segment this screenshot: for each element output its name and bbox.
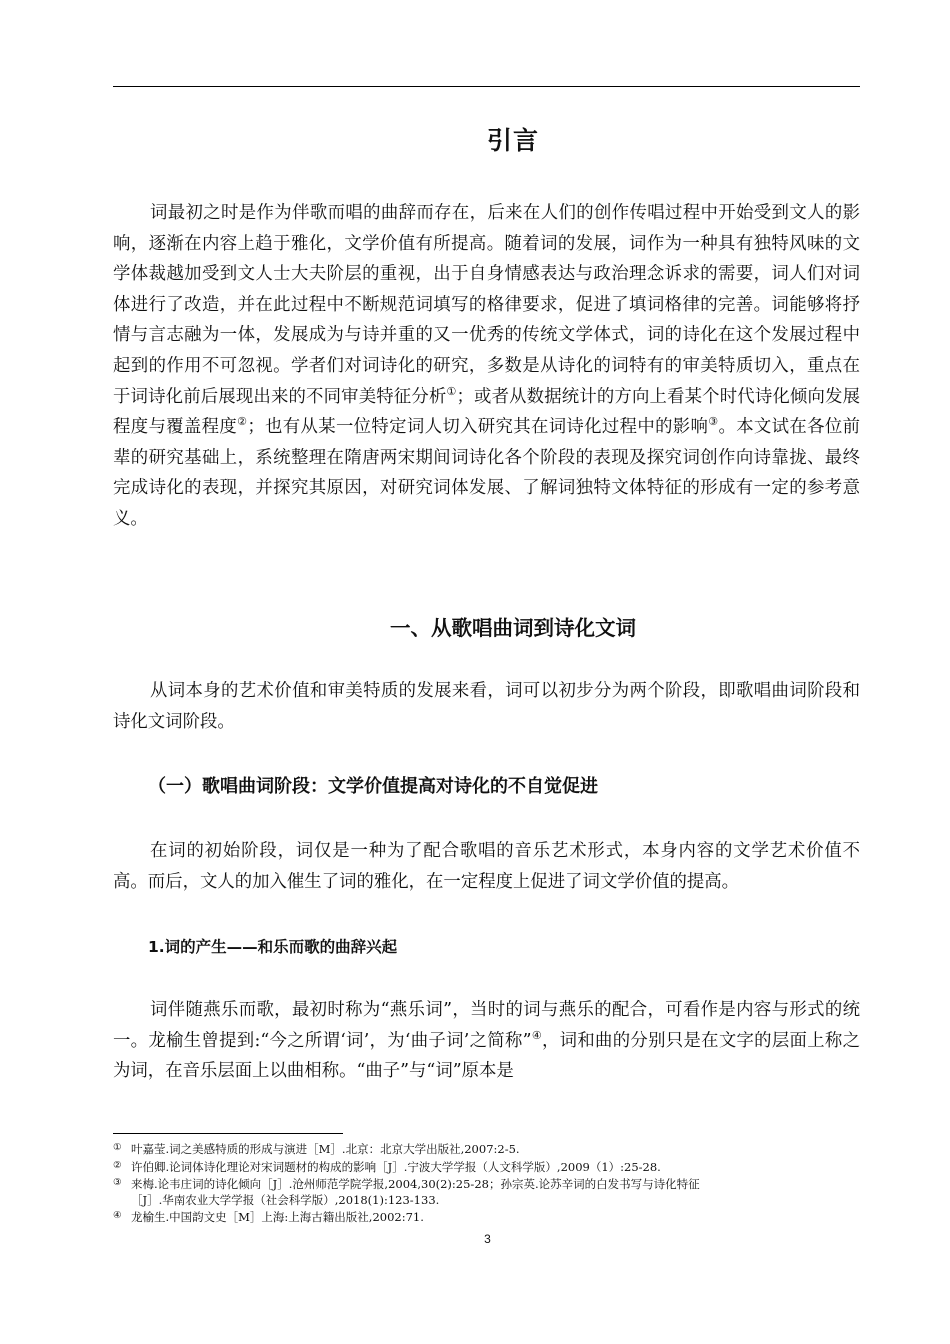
footnote-3-continued: ［J］.华南农业大学学报（社会科学版）,2018(1):123-133.: [131, 1192, 440, 1207]
subsub1-text-1: 词伴随燕乐而歌，最初时称为“燕乐词”，当时的词与燕乐的配合，可看作是内容与形式的统一。龙榆生曾提到:“今之所谓‘词’，为‘曲子词’之简称”: [113, 1000, 860, 1051]
footnote-text: 来梅.论韦庄词的诗化倾向［J］.沧州师范学院学报,2004,30(2):25-28；孙宗英.论苏辛词的白发书写与诗化特征: [131, 1177, 700, 1192]
footnote-mark: ④: [113, 1210, 122, 1222]
footnote-text: 龙榆生.中国韵文史［M］上海:上海古籍出版社,2002:71.: [131, 1210, 424, 1225]
footnote-ref-3[interactable]: ③: [708, 415, 719, 429]
footnotes: [113, 1140, 873, 1226]
page-number: 3: [484, 1232, 491, 1246]
footnote-text: 叶嘉莹.词之美感特质的形成与演进［M］.北京：北京大学出版社,2007:2-5.: [131, 1142, 520, 1156]
intro-text-1: 词最初之时是作为伴歌而唱的曲辞而存在，后来在人们的创作传唱过程中开始受到文人的影响，逐渐在内容上趋于雅化，文学价值有所提高。随着词的发展，词作为一种具有独特风味的文学体裁越加受到文人士大夫阶层的重视，出于自身情感表达与政治理念诉求的需要，词人们对词体进行了改造，并在此过程中不断规范词填写的格律要求，促进了填词格律的完善。词能够将抒情与言志融为一体，发展成为与诗并重的又一优秀的传统文学体式，词的诗化在这个发展过程中起到的作用不可忽视。学者们对词诗化的研究，多数是从诗化的词特有的审美特质切入，重点在于词诗化前后展现出来的不同审美特征分析: [113, 203, 860, 407]
intro-paragraph: [113, 198, 860, 535]
intro-text-3: ；也有从某一位特定词人切入研究其在词诗化过程中的影响: [247, 417, 709, 438]
footnote-3: [113, 1175, 873, 1193]
subsection-heading-1: （一）歌唱曲词阶段：文学价值提高对诗化的不自觉促进: [148, 776, 598, 797]
section-heading-1: 一、从歌唱曲词到诗化文词: [390, 616, 636, 640]
header-rule: [113, 86, 860, 87]
intro-text-4: 。本文试在各位前辈的研究基础上，系统整理在隋唐两宋期间词诗化各个阶段的表现及探究词创作向诗靠拢、最终完成诗化的表现，并探究其原因，对研究词体发展、了解词独特文体特征的形成有一定的参考意义。: [113, 417, 860, 529]
intro-text-2: ；或者从数据统计的方向上看某个时代诗化倾向发展程度与覆盖程度: [113, 386, 860, 438]
footnote-rule: [113, 1133, 343, 1134]
footnote-mark: ③: [113, 1177, 122, 1189]
footnote-2: [113, 1158, 873, 1176]
subsection1-paragraph: 在词的初始阶段，词仅是一种为了配合歌唱的音乐艺术形式，本身内容的文学艺术价值不高。而后，文人的加入催生了词的雅化，在一定程度上促进了词文学价值的提高。: [113, 841, 860, 892]
footnote-ref-2[interactable]: ②: [237, 415, 248, 429]
footnote-mark: ②: [113, 1159, 122, 1171]
footnote-1: [113, 1140, 873, 1158]
footnote-ref-1[interactable]: ①: [446, 384, 457, 398]
subsub1-paragraph: [113, 995, 860, 1087]
footnote-ref-4[interactable]: ④: [531, 1028, 542, 1042]
section1-paragraph: 从词本身的艺术价值和审美特质的发展来看，词可以初步分为两个阶段，即歌唱曲词阶段和诗化文词阶段。: [113, 681, 860, 732]
footnote-text: 许伯卿.论词体诗化理论对宋词题材的构成的影响［J］.宁波大学学报（人文科学版）,2009（1）:25-28.: [131, 1159, 661, 1174]
footnote-mark: ①: [113, 1142, 122, 1153]
subsubsection-heading-1: 1.词的产生——和乐而歌的曲辞兴起: [148, 938, 398, 956]
footnote-4: [113, 1208, 873, 1226]
subsub1-text-2: ，词和曲的分别只是在文字的层面上称之为词，在音乐层面上以曲相称。“曲子”与“词”原本是: [113, 1030, 860, 1082]
page-title: 引言: [486, 126, 539, 155]
